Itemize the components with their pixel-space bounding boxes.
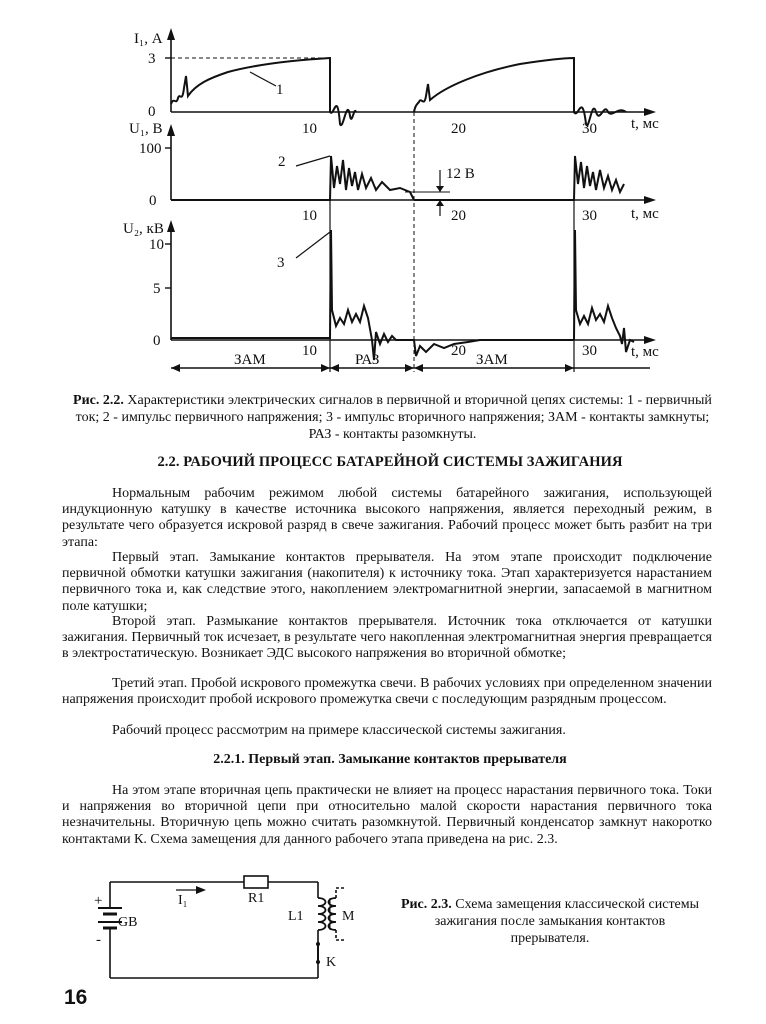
x-tick-30: 30 [582, 343, 597, 359]
phase-zam-2: ЗАМ [476, 352, 508, 368]
tick-u2-5: 5 [153, 281, 161, 297]
figure-2-3-circuit [90, 868, 380, 986]
axis-label-u1: U₁, В [129, 121, 163, 137]
x-tick-20: 20 [451, 343, 466, 359]
x-tick-10: 10 [302, 208, 317, 224]
subsection-title: 2.2.1. Первый этап. Замыкание контактов прерывателя [213, 752, 567, 767]
tick-u2-10: 10 [149, 237, 164, 253]
paragraph-text: Нормальным рабочим режимом любой системы батарейного зажигания, использующей индукционную катушку в качестве источника высокого напряжения, является переходный режим, в результате чего образуется искровой разряд в свече зажигания. Рабочий процесс может быть разбит на три этапа: [62, 486, 712, 550]
coil-label: L1 [288, 909, 304, 924]
paragraph [62, 783, 712, 848]
x-ticks-panel-1 [302, 116, 659, 137]
x-tick-20: 20 [451, 208, 466, 224]
page-number: 16 [64, 986, 88, 1009]
panel-i1 [165, 28, 656, 125]
x-tick-10: 10 [302, 121, 317, 137]
panel-u2 [165, 220, 656, 360]
x-tick-30: 30 [582, 208, 597, 224]
figure-2-2 [0, 0, 766, 392]
mutual-label: M [342, 909, 355, 924]
current-label: I₁ [178, 893, 188, 908]
paragraph [62, 614, 712, 663]
paragraph-text: Рабочий процесс рассмотрим на примере классической системы зажигания. [112, 723, 566, 738]
x-tick-10: 10 [302, 343, 317, 359]
axis-label-i1: I₁, А [134, 31, 163, 47]
x-tick-30: 30 [582, 121, 597, 137]
x-unit-label: t, мс [631, 344, 659, 360]
paragraph-text: Первый этап. Замыкание контактов прерывателя. На этом этапе происходит подключение первичной обмотки катушки зажигания (накопителя) к источнику тока. Этап характеризуется нарастанием первичного тока и, как следствие этого, накоплением электромагнитной энергии, запасаемой в магнитном поле катушки; [62, 550, 712, 614]
curve-label-2: 2 [278, 154, 286, 170]
battery-plus: + [94, 893, 103, 909]
resistor-label: R1 [248, 891, 265, 906]
x-unit-label: t, мс [631, 116, 659, 132]
paragraph [62, 676, 712, 708]
curve-label-3: 3 [277, 255, 285, 271]
figure-2-2-caption [70, 392, 715, 443]
paragraph-text: Второй этап. Размыкание контактов прерывателя. Источник тока отключается от катушки зажигания. Первичный ток исчезает, в результате чего накопленная электромагнитная энергия превращается в электростатическую. Возникает ЭДС высокого напряжения во вторичной обмотке; [62, 614, 712, 662]
x-ticks-panel-2 [302, 206, 659, 224]
delta-12v-label: 12 В [446, 166, 475, 182]
caption-text: Характеристики электрических сигналов в первичной и вторичной цепях системы: 1 - первичный ток; 2 - импульс первичного напряжения; 3 - импульс вторичного напряжения; ЗАМ - контакты замкнуты; РАЗ - контакты разомкнуты. [75, 393, 712, 442]
x-unit-label: t, мс [631, 206, 659, 222]
phase-band [171, 112, 650, 372]
caption-label: Рис. 2.3. [400, 897, 452, 912]
caption-label: Рис. 2.2. [73, 393, 124, 408]
contact-label: K [326, 955, 337, 970]
tick-i1-0: 0 [148, 104, 156, 120]
paragraph-text: Третий этап. Пробой искрового промежутка свечи. В рабочих условиях при определенном значении напряжения происходит пробой искрового промежутка свечи с последующим разрядным процессом. [62, 676, 712, 708]
tick-u2-0: 0 [153, 333, 161, 349]
battery-label: GB [118, 915, 138, 930]
battery-minus: - [96, 932, 101, 948]
paragraph [62, 550, 712, 615]
paragraph-text: На этом этапе вторичная цепь практически не влияет на процесс нарастания первичного тока. Токи и напряжения во вторичной цепи при относительно малой скорости нарастания первичного тока незначительны. Вторичную цепь можно считать разомкнутой. Первичный конденсатор замкнут накоротко контактами К. Схема замещения для данного рабочего этапа приведена на рис. 2.3. [62, 783, 712, 847]
section-title: 2.2. РАБОЧИЙ ПРОЦЕСС БАТАРЕЙНОЙ СИСТЕМЫ ЗАЖИГАНИЯ [157, 454, 623, 470]
curve-label-1: 1 [276, 82, 284, 98]
figure-2-3-caption [400, 896, 700, 947]
x-tick-20: 20 [451, 121, 466, 137]
paragraph [62, 723, 712, 739]
phase-raz: РАЗ [355, 352, 380, 368]
tick-u1-0: 0 [149, 193, 157, 209]
tick-i1-3: 3 [148, 51, 156, 67]
panel-u1 [165, 124, 656, 216]
axis-label-u2: U₂, кВ [123, 221, 164, 237]
paragraph [62, 486, 712, 551]
phase-zam-1: ЗАМ [234, 352, 266, 368]
tick-u1-100: 100 [139, 141, 162, 157]
caption-text: Схема замещения классической системы зажигания после замыкания контактов прерывателя. [434, 897, 700, 946]
